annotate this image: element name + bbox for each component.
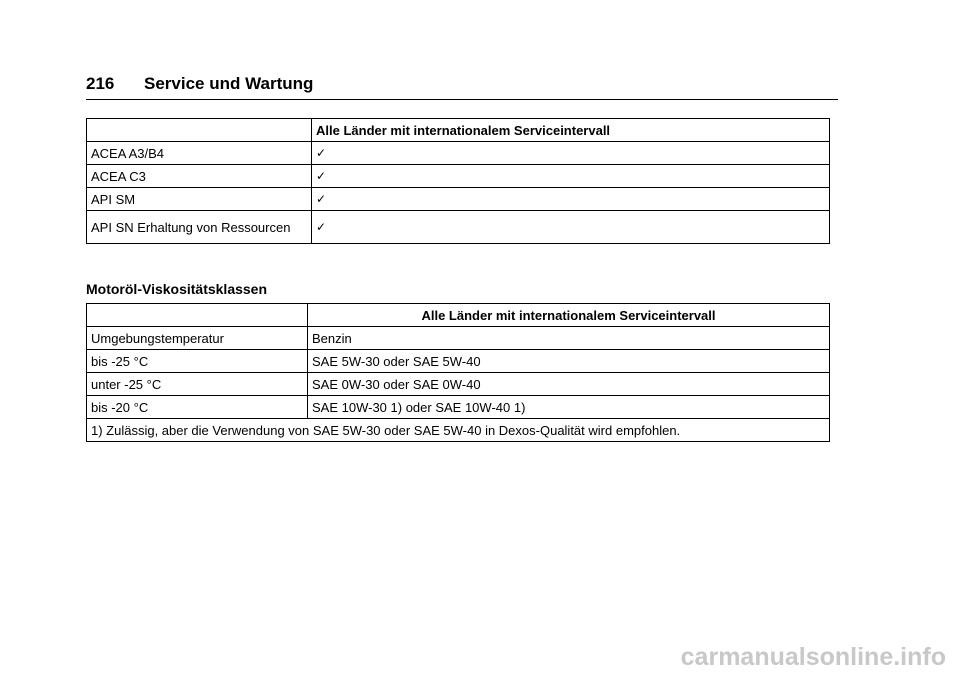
watermark: carmanualsonline.info [680,643,946,671]
table-row [87,165,830,188]
table-row [87,373,830,396]
table-row [87,188,830,211]
table-header-row [87,119,830,142]
oil-grade-cell: SAE 10W-30 1) oder SAE 10W-40 1) [308,396,830,419]
table-header-empty [87,304,308,327]
temperature-cell: bis -20 °C [87,396,308,419]
page-header [86,74,838,94]
fuel-header: Benzin [308,327,830,350]
table-footnote-row [87,419,830,442]
table-column-header: Alle Länder mit internationalem Serviceintervall [312,119,830,142]
temperature-cell: unter -25 °C [87,373,308,396]
oil-grade-cell: SAE 0W-30 oder SAE 0W-40 [308,373,830,396]
check-icon: ✓ [312,165,830,188]
oil-grade-cell: SAE 5W-30 oder SAE 5W-40 [308,350,830,373]
check-icon: ✓ [312,211,830,244]
page-number: 216 [86,74,115,93]
table-column-header: Alle Länder mit internationalem Serviceintervall [308,304,830,327]
temperature-cell: bis -25 °C [87,350,308,373]
table-header-empty [87,119,312,142]
check-icon: ✓ [312,188,830,211]
table-row [87,396,830,419]
oil-spec-table [86,118,830,244]
header-rule [86,99,838,100]
table-header-row [87,304,830,327]
check-icon: ✓ [312,142,830,165]
viscosity-table [86,303,830,442]
footnote: 1) Zulässig, aber die Verwendung von SAE 5W-30 oder SAE 5W-40 in Dexos-Qualität wird empfohlen. [87,419,830,442]
spec-label: ACEA C3 [87,165,312,188]
page-title: Service und Wartung [144,74,314,93]
temperature-header: Umgebungstemperatur [87,327,308,350]
spec-label: ACEA A3/B4 [87,142,312,165]
table-subheader-row [87,327,830,350]
section-title: Motoröl-Viskositätsklassen [86,281,268,297]
spec-label: API SN Erhaltung von Ressourcen [87,211,312,244]
table-row [87,211,830,244]
table-row [87,350,830,373]
spec-label: API SM [87,188,312,211]
table-row [87,142,830,165]
